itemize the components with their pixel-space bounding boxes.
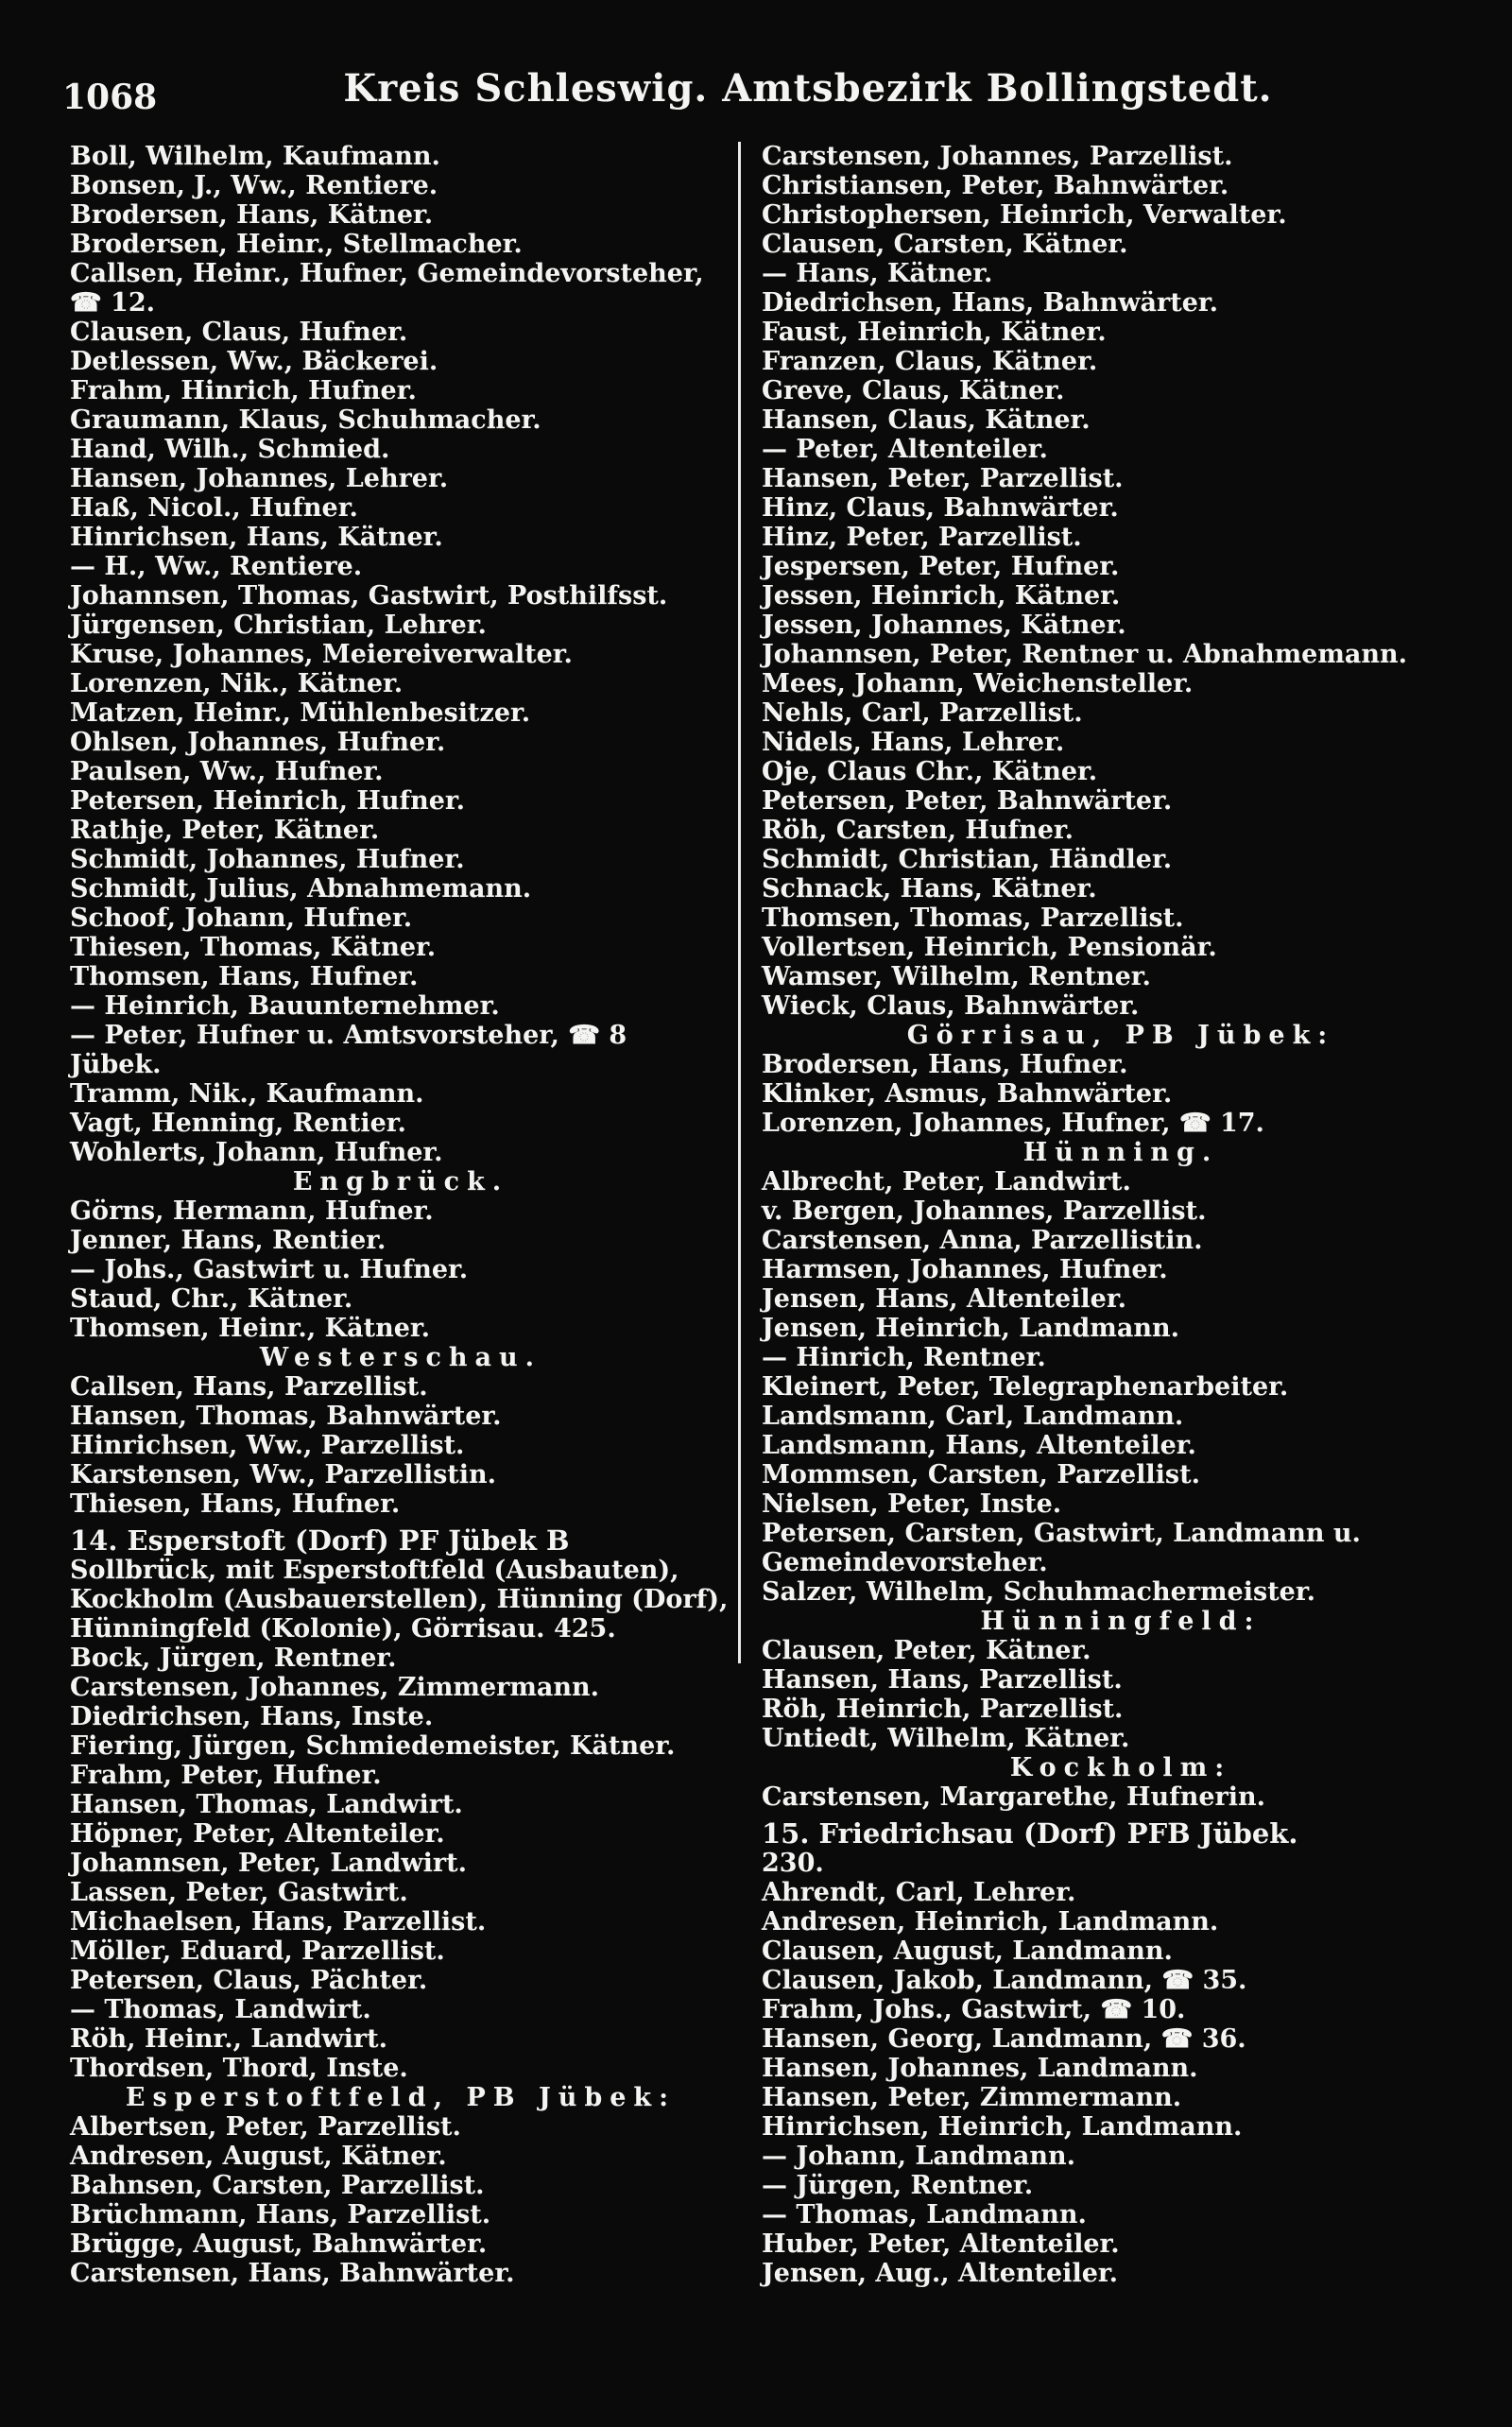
directory-entry: Graumann, Klaus, Schuhmacher. [70,405,541,435]
directory-entry: Callsen, Heinr., Hufner, Gemeindevorsteher, [70,259,704,288]
page-title: Kreis Schleswig. Amtsbezirk Bollingstedt. [343,66,1273,111]
directory-entry: Schmidt, Johannes, Hufner. [70,845,465,874]
directory-entry: Carstensen, Johannes, Parzellist. [762,142,1233,171]
district-section-heading: 15. Friedrichsau (Dorf) PFB Jübek. [762,1817,1298,1850]
directory-entry: Görns, Hermann, Hufner. [70,1196,434,1226]
directory-entry: Landsmann, Hans, Altenteiler. [762,1431,1196,1460]
directory-entry: Hansen, Thomas, Landwirt. [70,1790,463,1819]
directory-entry: Brüchmann, Hans, Parzellist. [70,2200,491,2229]
directory-entry: Hansen, Claus, Kätner. [762,405,1091,435]
directory-entry: Albrecht, Peter, Landwirt. [762,1167,1131,1196]
directory-entry: Hinrichsen, Heinrich, Landmann. [762,2112,1243,2142]
directory-entry: Clausen, Jakob, Landmann, ☎ 35. [762,1966,1247,1995]
directory-entry: Andresen, Heinrich, Landmann. [762,1907,1219,1936]
locality-heading: Görrisau, PB Jübek: [906,1021,1335,1050]
directory-entry: Wamser, Wilhelm, Rentner. [762,962,1151,991]
directory-entry: Lorenzen, Nik., Kätner. [70,669,404,698]
directory-entry: Andresen, August, Kätner. [70,2142,447,2171]
left-column [70,142,731,2288]
directory-entry: Kockholm (Ausbauerstellen), Hünning (Dorf), [70,1585,729,1614]
directory-entry: Mommsen, Carsten, Parzellist. [762,1460,1200,1489]
directory-entry: Kruse, Johannes, Meiereiverwalter. [70,640,573,669]
directory-entry: Wieck, Claus, Bahnwärter. [762,991,1140,1021]
directory-entry: Diedrichsen, Hans, Bahnwärter. [762,288,1219,318]
directory-entry: Bock, Jürgen, Rentner. [70,1644,397,1673]
right-column [762,142,1480,2288]
directory-entry: Petersen, Carsten, Gastwirt, Landmann u. [762,1519,1361,1548]
directory-entry: Hansen, Peter, Zimmermann. [762,2083,1182,2112]
directory-entry: Carstensen, Anna, Parzellistin. [762,1226,1203,1255]
directory-entry: v. Bergen, Johannes, Parzellist. [762,1196,1207,1226]
directory-entry: Staud, Chr., Kätner. [70,1284,353,1314]
directory-entry: Carstensen, Margarethe, Hufnerin. [762,1782,1266,1812]
directory-entry: Carstensen, Hans, Bahnwärter. [70,2259,515,2288]
directory-entry: Oje, Claus Chr., Kätner. [762,757,1098,786]
directory-entry: Jenner, Hans, Rentier. [70,1226,387,1255]
directory-entry: Clausen, Claus, Hufner. [70,318,408,347]
directory-entry: Hinrichsen, Ww., Parzellist. [70,1431,465,1460]
directory-entry: Brügge, August, Bahnwärter. [70,2229,488,2259]
directory-entry: Petersen, Claus, Pächter. [70,1966,428,1995]
directory-entry: Karstensen, Ww., Parzellistin. [70,1460,497,1489]
directory-entry: Hansen, Georg, Landmann, ☎ 36. [762,2024,1246,2054]
locality-heading: Westerschau. [259,1343,542,1372]
directory-entry: Franzen, Claus, Kätner. [762,347,1098,376]
directory-entry: — Johann, Landmann. [762,2142,1076,2171]
directory-entry: Tramm, Nik., Kaufmann. [70,1079,424,1109]
directory-entry: Landsmann, Carl, Landmann. [762,1402,1184,1431]
directory-entry: Callsen, Hans, Parzellist. [70,1372,428,1402]
directory-entry: Hansen, Johannes, Landmann. [762,2054,1198,2083]
directory-entry: Ohlsen, Johannes, Hufner. [70,728,446,757]
directory-entry: Hansen, Thomas, Bahnwärter. [70,1402,502,1431]
directory-entry: Röh, Carsten, Hufner. [762,816,1074,845]
directory-entry: Jensen, Heinrich, Landmann. [762,1314,1180,1343]
locality-heading: Hünningfeld: [980,1607,1262,1636]
directory-entry: Nehls, Carl, Parzellist. [762,698,1083,728]
directory-entry: — Hinrich, Rentner. [762,1343,1046,1372]
directory-entry: Jessen, Heinrich, Kätner. [762,581,1121,611]
directory-entry: Clausen, Peter, Kätner. [762,1636,1091,1665]
directory-entry: Frahm, Hinrich, Hufner. [70,376,417,405]
directory-entry: Huber, Peter, Altenteiler. [762,2229,1120,2259]
directory-entry: Schoof, Johann, Hufner. [70,904,413,933]
directory-entry: Röh, Heinr., Landwirt. [70,2024,387,2054]
directory-entry: Petersen, Peter, Bahnwärter. [762,786,1173,816]
directory-entry: Hand, Wilh., Schmied. [70,435,390,464]
directory-entry: — H., Ww., Rentiere. [70,552,363,581]
directory-entry: Jessen, Johannes, Kätner. [762,611,1126,640]
directory-entry: Thiesen, Thomas, Kätner. [70,933,437,962]
directory-entry: Jürgensen, Christian, Lehrer. [70,611,487,640]
directory-entry: Paulsen, Ww., Hufner. [70,757,384,786]
directory-entry: — Peter, Altenteiler. [762,435,1048,464]
directory-entry: Höpner, Peter, Altenteiler. [70,1819,445,1849]
directory-entry: Christophersen, Heinrich, Verwalter. [762,200,1287,230]
directory-entry: Hinz, Peter, Parzellist. [762,523,1082,552]
directory-entry: Vollertsen, Heinrich, Pensionär. [762,933,1217,962]
directory-entry: Bonsen, J., Ww., Rentiere. [70,171,438,200]
directory-entry: Röh, Heinrich, Parzellist. [762,1695,1124,1724]
directory-entry: Petersen, Heinrich, Hufner. [70,786,466,816]
directory-entry: Thiesen, Hans, Hufner. [70,1489,401,1519]
directory-entry: Frahm, Johs., Gastwirt, ☎ 10. [762,1995,1186,2024]
directory-entry: Thordsen, Thord, Inste. [70,2054,408,2083]
directory-entry: — Jürgen, Rentner. [762,2171,1034,2200]
locality-heading: Kockholm: [1009,1753,1232,1782]
directory-entry: ☎ 12. [70,288,156,318]
directory-entry: Jensen, Aug., Altenteiler. [762,2259,1119,2288]
directory-entry: Gemeindevorsteher. [762,1548,1048,1577]
directory-entry: 230. [762,1849,824,1878]
directory-entry: Rathje, Peter, Kätner. [70,816,380,845]
directory-entry: — Heinrich, Bauunternehmer. [70,991,500,1021]
locality-heading: Esperstoftfeld, PB Jübek: [125,2083,677,2112]
directory-entry: Salzer, Wilhelm, Schuhmachermeister. [762,1577,1315,1607]
directory-entry: Jensen, Hans, Altenteiler. [762,1284,1127,1314]
directory-entry: Detlessen, Ww., Bäckerei. [70,347,438,376]
directory-entry: Johannsen, Peter, Rentner u. Abnahmemann. [762,640,1408,669]
directory-entry: Johannsen, Thomas, Gastwirt, Posthilfsst. [70,581,668,611]
directory-entry: Lassen, Peter, Gastwirt. [70,1878,408,1907]
directory-entry: Hansen, Johannes, Lehrer. [70,464,449,493]
directory-entry: Nielsen, Peter, Inste. [762,1489,1062,1519]
directory-entry: Brodersen, Hans, Hufner. [762,1050,1128,1079]
directory-entry: Klinker, Asmus, Bahnwärter. [762,1079,1173,1109]
directory-entry: Greve, Claus, Kätner. [762,376,1065,405]
directory-entry: Schmidt, Christian, Händler. [762,845,1173,874]
directory-entry: Christiansen, Peter, Bahnwärter. [762,171,1229,200]
directory-entry: Harmsen, Johannes, Hufner. [762,1255,1168,1284]
directory-entry: Faust, Heinrich, Kätner. [762,318,1107,347]
directory-entry: Sollbrück, mit Esperstoftfeld (Ausbauten), [70,1556,679,1585]
directory-entry: Boll, Wilhelm, Kaufmann. [70,142,440,171]
directory-entry: Haß, Nicol., Hufner. [70,493,358,523]
directory-entry: Mees, Johann, Weichensteller. [762,669,1194,698]
directory-entry: — Thomas, Landwirt. [70,1995,371,2024]
directory-entry: — Peter, Hufner u. Amtsvorsteher, ☎ 8 [70,1021,627,1050]
directory-entry: Lorenzen, Johannes, Hufner, ☎ 17. [762,1109,1264,1138]
directory-entry: Schnack, Hans, Kätner. [762,874,1097,904]
column-divider [738,142,741,1663]
directory-entry: Frahm, Peter, Hufner. [70,1761,382,1790]
directory-entry: Brodersen, Heinr., Stellmacher. [70,230,523,259]
directory-entry: Thomsen, Hans, Hufner. [70,962,419,991]
directory-entry: Fiering, Jürgen, Schmiedemeister, Kätner. [70,1731,676,1761]
directory-entry: Wohlerts, Johann, Hufner. [70,1138,443,1167]
directory-entry: Clausen, Carsten, Kätner. [762,230,1128,259]
directory-entry: Carstensen, Johannes, Zimmermann. [70,1673,600,1702]
directory-entry: Johannsen, Peter, Landwirt. [70,1849,468,1878]
directory-entry: Kleinert, Peter, Telegraphenarbeiter. [762,1372,1289,1402]
directory-entry: Nidels, Hans, Lehrer. [762,728,1065,757]
directory-entry: — Thomas, Landmann. [762,2200,1087,2229]
directory-entry: Brodersen, Hans, Kätner. [70,200,434,230]
directory-entry: Diedrichsen, Hans, Inste. [70,1702,434,1731]
directory-entry: Jespersen, Peter, Hufner. [762,552,1120,581]
page-number: 1068 [62,77,158,117]
district-section-heading: 14. Esperstoft (Dorf) PF Jübek B [70,1524,570,1557]
directory-entry: Thomsen, Thomas, Parzellist. [762,904,1184,933]
directory-entry: Schmidt, Julius, Abnahmemann. [70,874,532,904]
directory-entry: Möller, Eduard, Parzellist. [70,1936,445,1966]
directory-entry: Thomsen, Heinr., Kätner. [70,1314,431,1343]
directory-entry: Untiedt, Wilhelm, Kätner. [762,1724,1130,1753]
locality-heading: Hünning. [1022,1138,1219,1167]
directory-entry: Clausen, August, Landmann. [762,1936,1173,1966]
directory-entry: — Hans, Kätner. [762,259,993,288]
directory-entry: — Johs., Gastwirt u. Hufner. [70,1255,469,1284]
directory-entry: Vagt, Henning, Rentier. [70,1109,406,1138]
directory-entry: Bahnsen, Carsten, Parzellist. [70,2171,485,2200]
directory-entry: Hünningfeld (Kolonie), Görrisau. 425. [70,1614,616,1644]
directory-entry: Matzen, Heinr., Mühlenbesitzer. [70,698,531,728]
locality-heading: Engbrück. [292,1167,509,1196]
directory-entry: Michaelsen, Hans, Parzellist. [70,1907,487,1936]
directory-entry: Hansen, Peter, Parzellist. [762,464,1124,493]
directory-entry: Ahrendt, Carl, Lehrer. [762,1878,1076,1907]
directory-entry: Hinz, Claus, Bahnwärter. [762,493,1119,523]
directory-entry: Albertsen, Peter, Parzellist. [70,2112,461,2142]
directory-entry: Hansen, Hans, Parzellist. [762,1665,1123,1695]
directory-entry: Jübek. [70,1050,162,1079]
directory-entry: Hinrichsen, Hans, Kätner. [70,523,443,552]
